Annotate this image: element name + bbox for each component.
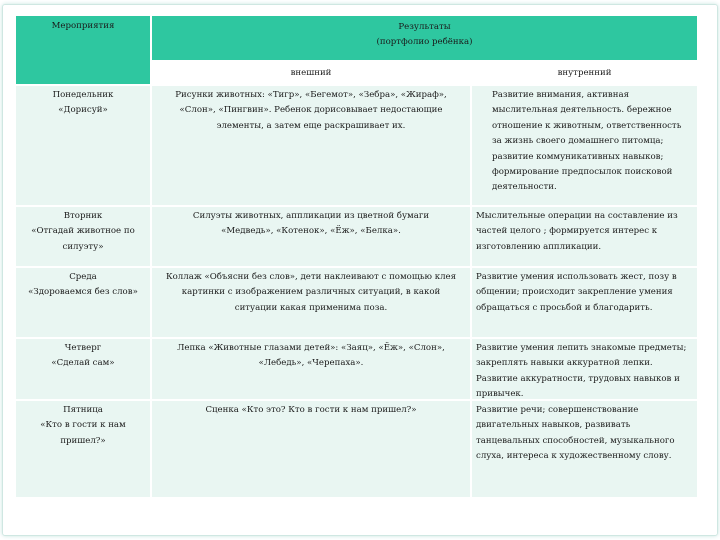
row-thursday-external: Лепка «Животные глазами детей»: «Заяц», «Ёж», «Слон», «Лебедь», «Черепаха».	[152, 339, 470, 399]
row-monday-external: Рисунки животных: «Тигр», «Бегемот», «Зебра», «Жираф», «Слон», «Пингвин». Ребенок дорисовывает недостающие элементы, а затем еще раскрашивает их.	[152, 86, 470, 205]
row-tuesday-external: Силуэты животных, аппликации из цветной бумаги «Медведь», «Котенок», «Ёж», «Белка».	[152, 207, 470, 266]
row-thursday-event: Четверг «Сделай сам»	[16, 339, 150, 399]
row-tuesday-event: Вторник «Отгадай животное по силуэту»	[16, 207, 150, 266]
row-tuesday-internal: Мыслительные операции на составление из частей целого ; формируется интерес к изготовлению аппликации.	[472, 207, 697, 266]
header-external-label: внешний	[290, 68, 332, 78]
row-monday-event: Понедельник «Дорисуй»	[16, 86, 150, 205]
header-internal	[472, 62, 697, 84]
header-events	[16, 16, 150, 84]
header-external	[152, 62, 470, 84]
header-events-label: Мероприятия	[51, 21, 115, 31]
header-results	[152, 16, 697, 60]
row-thursday-internal: Развитие умения лепить знакомые предметы; закреплять навыки аккуратной лепки. Развитие аккуратности, трудовых навыков и привычек.	[472, 339, 697, 399]
header-internal-label: внутренний	[557, 68, 612, 78]
row-wednesday-internal: Развитие умения использовать жест, позу в общении; происходит закрепление умения обращаться с просьбой и благодарить.	[472, 268, 697, 337]
row-friday-internal: Развитие речи; совершенствование двигательных навыков, развивать танцевальных способностей, музыкального слуха, интереса к художественному слову.	[472, 401, 697, 497]
row-friday-event: Пятница «Кто в гости к нам пришел?»	[16, 401, 150, 497]
row-wednesday-event: Среда «Здороваемся без слов»	[16, 268, 150, 337]
row-monday-internal: Развитие внимания, активная мыслительная деятельность. бережное отношение к животным, ответственность за жизнь своего домашнего питомца; развитие коммуникативных навыков; формирование предпосылок поисковой деятельности.	[472, 86, 697, 205]
row-wednesday-external: Коллаж «Объясни без слов», дети наклеивают с помощью клея картинки с изображением различных ситуаций, в какой ситуации какая применима поза.	[152, 268, 470, 337]
row-friday-external: Сценка «Кто это? Кто в гости к нам пришел?»	[152, 401, 470, 497]
header-results-label: Результаты (портфолио ребёнка)	[376, 22, 473, 48]
